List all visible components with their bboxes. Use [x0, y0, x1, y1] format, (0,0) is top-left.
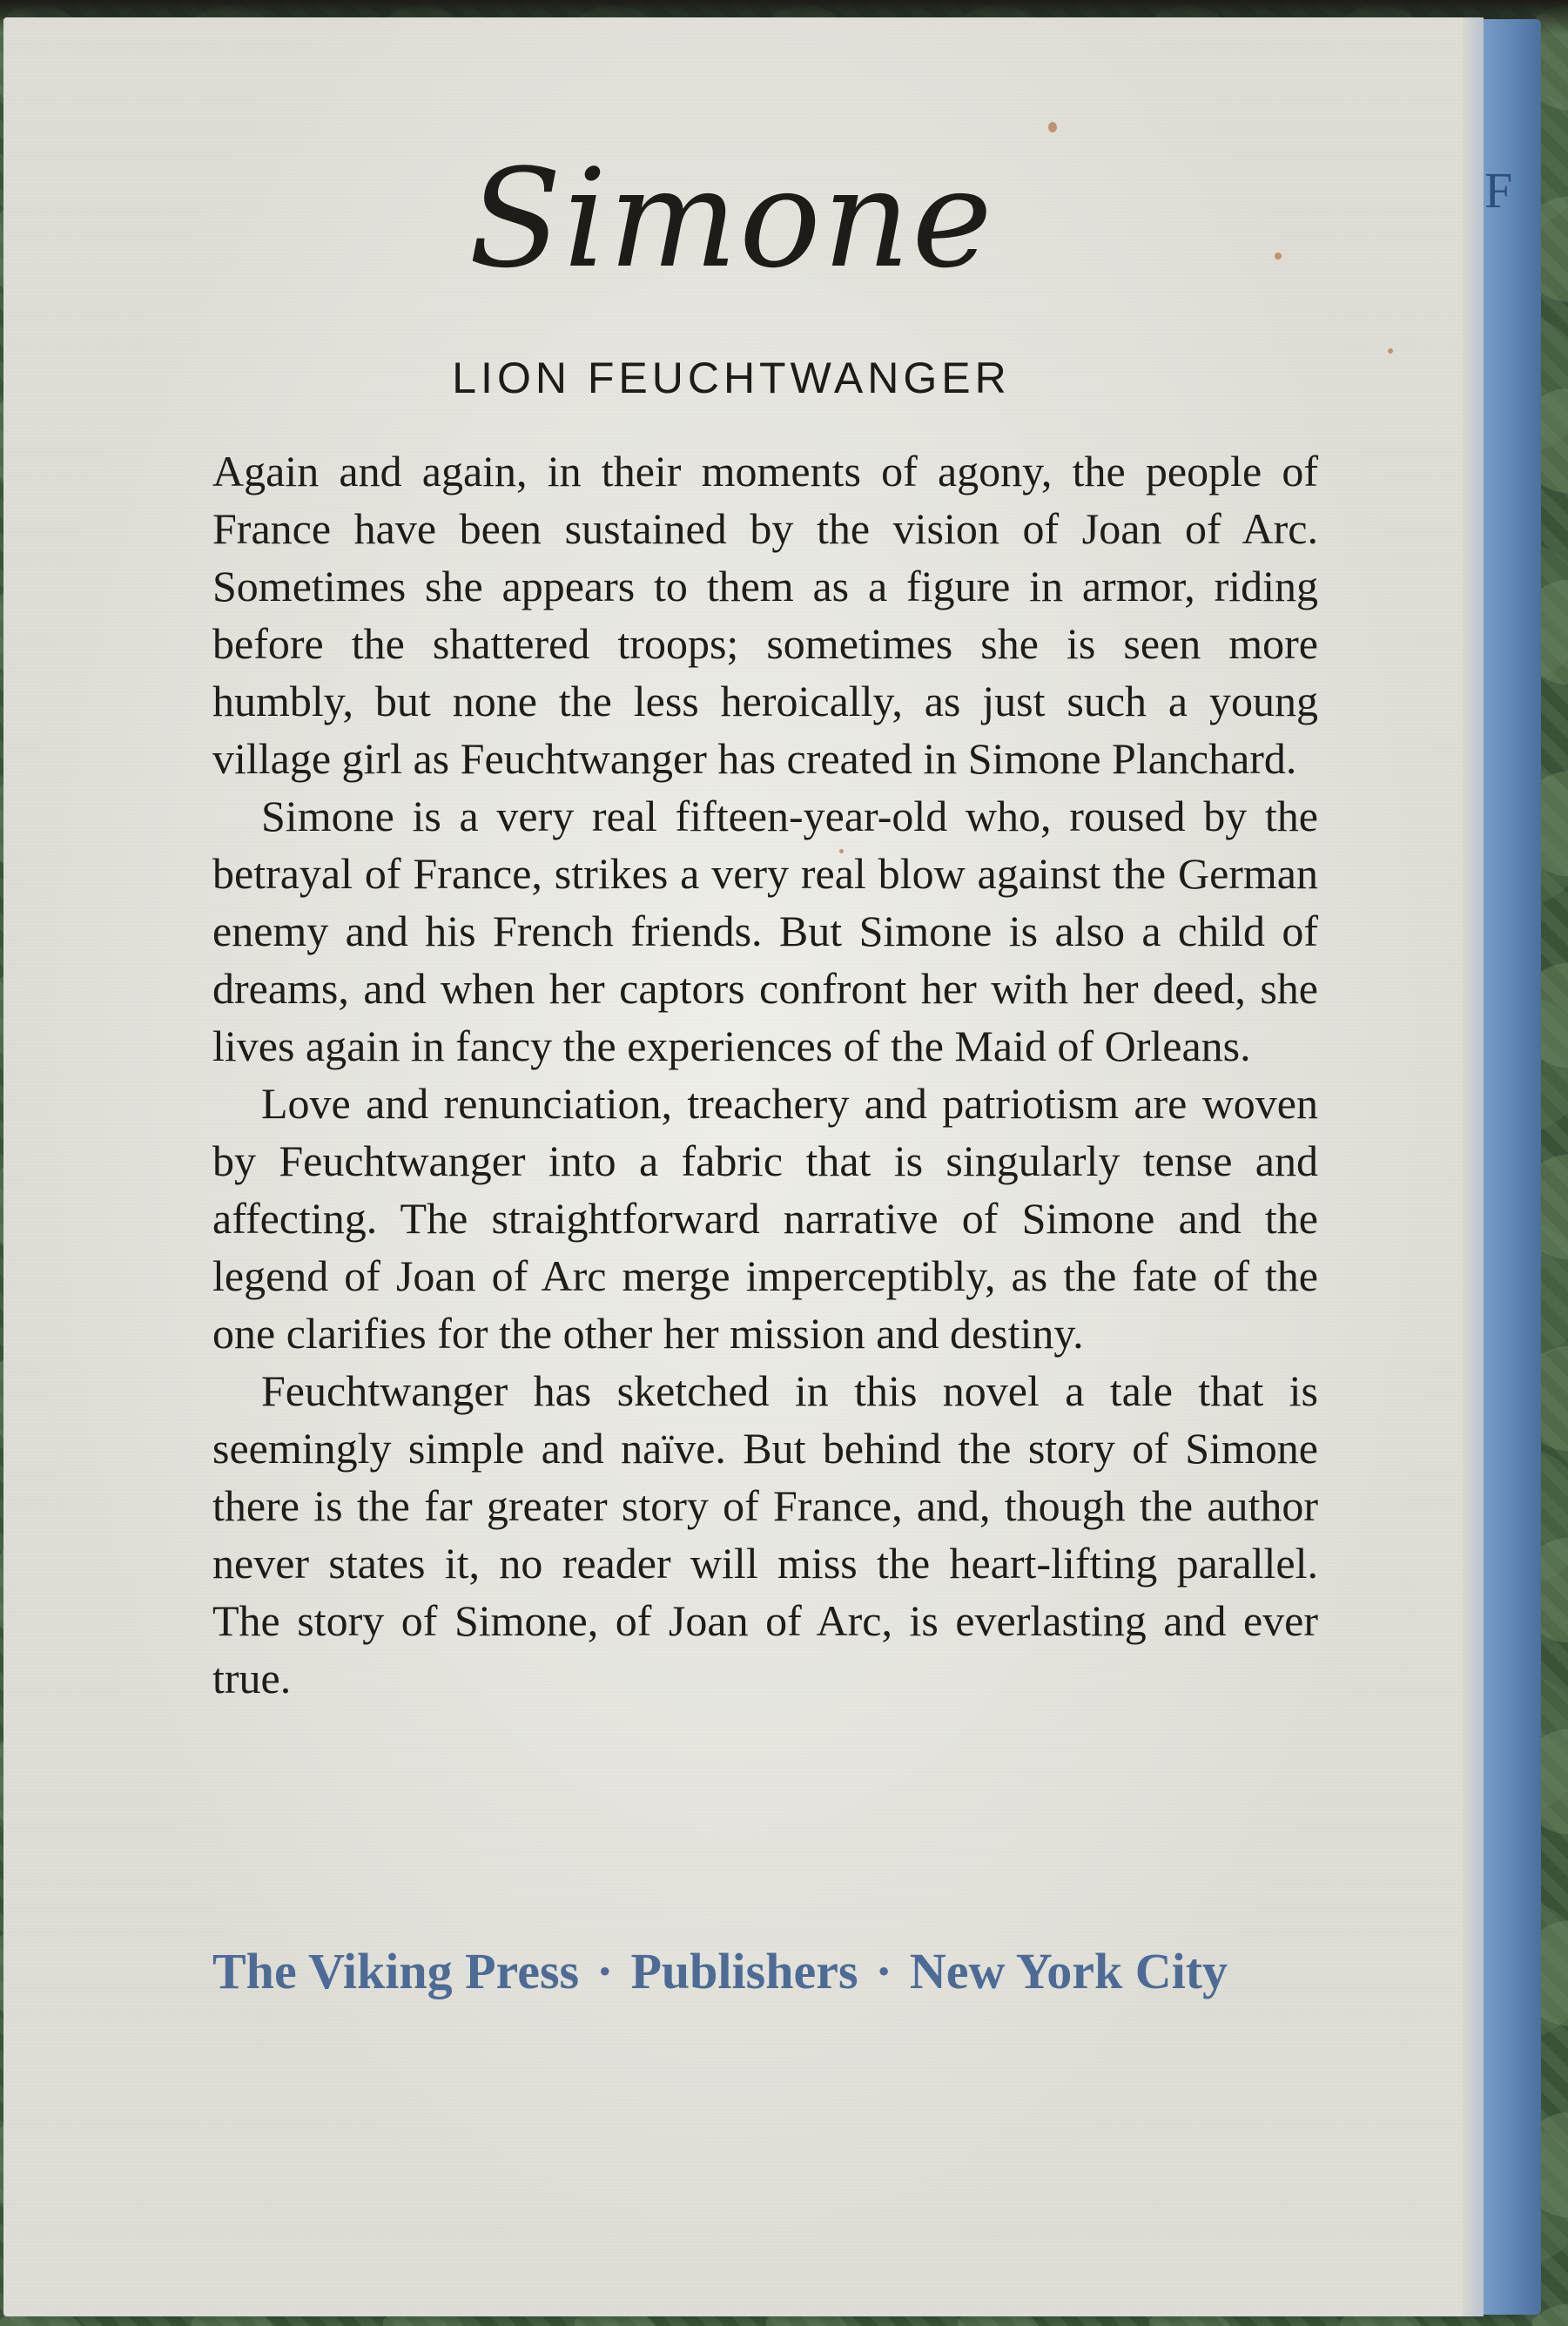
publisher-imprint [212, 1942, 1344, 2000]
book-title: Simone [468, 139, 994, 298]
author-name: LION FEUCHTWANGER [452, 354, 1011, 402]
blurb-text [212, 442, 1318, 1707]
publisher-role: Publishers [630, 1943, 858, 1999]
jacket-spine-edge [1476, 19, 1541, 2315]
foxing-spot [1048, 122, 1057, 132]
publisher-name: The Viking Press [212, 1943, 580, 1999]
blurb-paragraph-3: Love and renunciation, treachery and patriotism are woven by Feuchtwanger into a fabric that is singularly tense and affecting. The straightforward narrative of Simone and the legend of Joan of Arc merge imperceptibly, as the fate of the one clarifies for the other her mission and destiny. [212, 1079, 1318, 1358]
blurb-paragraph-4: Feuchtwanger has sketched in this novel a tale that is seemingly simple and naïve. But behind the story of Simone there is the far greater story of France, and, though the author never states it, no reader will miss the heart-lifting parallel. The story of Simone, of Joan of Arc, is everlasting and ever true. [212, 1366, 1318, 1702]
blurb-paragraph-2: Simone is a very real fifteen-year-old who, roused by the betrayal of France, strikes a very real blow against the German enemy and his French friends. But Simone is also a child of dreams, and when her captors confront her with her deed, she lives again in fancy the experiences of the Maid of Orleans. [212, 792, 1318, 1070]
blurb-paragraph-1: Again and again, in their moments of agony, the people of France have been sustained by the vision of Joan of Arc. Sometimes she appears to them as a figure in armor, riding before the shattered troops; sometimes she is seen more humbly, but none the less heroically, as just such a young village girl as Feuchtwanger has created in Simone Planchard. [212, 447, 1318, 783]
spine-letter: F [1484, 162, 1513, 219]
imprint-separator: · [875, 1943, 892, 1999]
cover-edge [1463, 17, 1484, 2316]
imprint-separator: · [596, 1943, 614, 1999]
publisher-city: New York City [909, 1943, 1228, 1999]
